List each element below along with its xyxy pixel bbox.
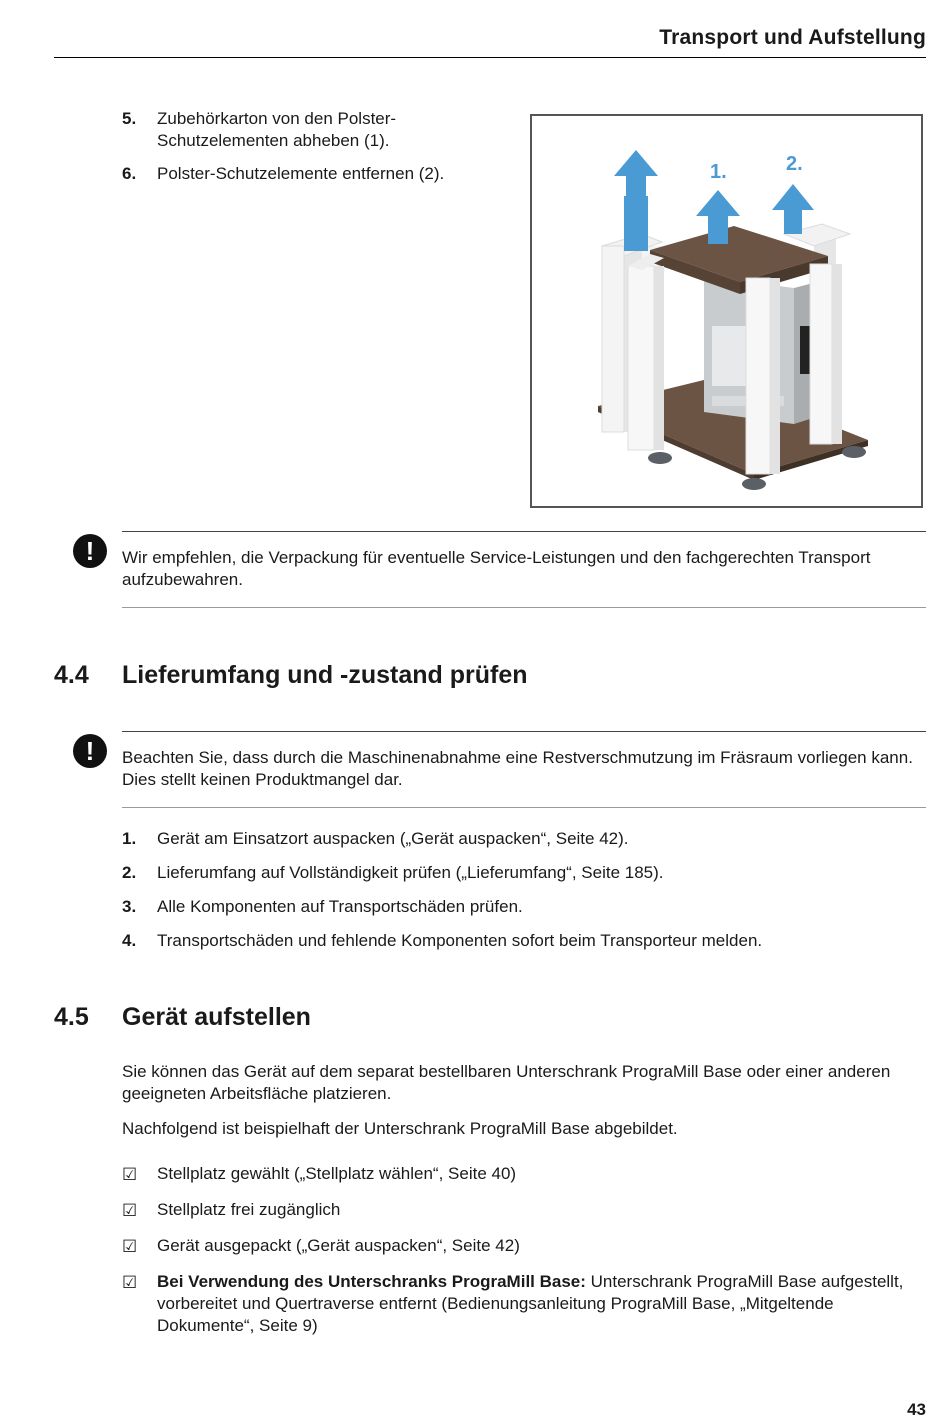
list-item [122,896,922,918]
section-number: 4.5 [54,1003,89,1031]
section-title: Gerät aufstellen [122,1003,311,1031]
exclamation-icon: ! [73,734,107,768]
note-text: Wir empfehlen, die Verpackung für eventuelle Service-Leistungen und den fachgerechten Transport aufzubewahren. [122,548,871,589]
step-number: 1. [122,829,137,848]
check-text: Gerät ausgepackt („Gerät auspacken“, Seite 42) [157,1236,520,1255]
list-item [122,108,502,152]
step-number: 3. [122,897,137,916]
note-text: Beachten Sie, dass durch die Maschinenabnahme eine Restverschmutzung im Fräsraum vorliegen kann. Dies stellt keinen Produktmangel dar. [122,748,913,789]
figure-label-left: 2. [630,169,647,191]
note-rule-top [122,531,926,532]
step-number: 5. [122,109,137,128]
unpacking-figure [530,114,923,508]
header-rule [54,57,926,58]
step-number: 2. [122,863,137,882]
note-rule-bottom [122,807,926,808]
header-title: Transport und Aufstellung [659,26,926,49]
page-number: 43 [907,1400,926,1419]
step-text: Gerät am Einsatzort auspacken („Gerät auspacken“, Seite 42). [157,829,629,848]
step-text: Polster-Schutzelemente entfernen (2). [157,164,445,183]
foot [742,478,766,490]
note-rule-bottom [122,607,926,608]
foam-column [746,278,770,474]
steps-unpack [122,108,502,185]
foot [842,446,866,458]
list-item [122,828,922,850]
figure-label-right: 2. [786,153,803,175]
step-text: Alle Komponenten auf Transportschäden prüfen. [157,897,523,916]
list-item [122,930,922,952]
check-text: Stellplatz frei zugänglich [157,1200,341,1219]
foam-column [810,264,832,444]
note-rule-top [122,731,926,732]
list-item [122,1271,927,1337]
section-number: 4.4 [54,661,89,689]
list-item [122,1163,927,1185]
list-item [122,163,502,185]
checkbox-checked-icon: ☑ [122,1165,138,1184]
steps-inspect [122,828,922,952]
checkbox-checked-icon: ☑ [122,1201,138,1220]
section-title: Lieferumfang und -zustand prüfen [122,661,528,689]
list-item [122,1199,927,1221]
exclamation-icon: ! [73,534,107,568]
paragraph: Sie können das Gerät auf dem separat bestellbaren Unterschrank PrograMill Base oder einer anderen geeigneten Arbeitsfläche platzieren. [122,1062,891,1103]
step-text: Lieferumfang auf Vollständigkeit prüfen („Lieferumfang“, Seite 185). [157,863,664,882]
checkbox-checked-icon: ☑ [122,1237,138,1256]
check-text: Stellplatz gewählt („Stellplatz wählen“, Seite 40) [157,1164,517,1183]
list-item [122,862,922,884]
check-text-bold: Bei Verwendung des Unterschranks PrograMill Base: [157,1272,586,1291]
step-number: 6. [122,164,137,183]
checkbox-checked-icon: ☑ [122,1273,138,1292]
arrow-up-icon [772,184,814,234]
step-number: 4. [122,931,137,950]
foam-column [628,266,654,450]
step-text: Transportschäden und fehlende Komponenten sofort beim Transporteur melden. [157,931,763,950]
list-item [122,1235,927,1257]
step-text: Zubehörkarton von den Polster-Schutzelementen abheben (1). [157,109,397,150]
figure-label-center: 1. [710,161,727,183]
paragraph: Nachfolgend ist beispielhaft der Unterschrank PrograMill Base abgebildet. [122,1119,678,1138]
foot [648,452,672,464]
check-text: Unterschrank PrograMill Base aufgestellt, vorbereitet und Quertraverse entfernt (Bedienungsanleitung PrograMill Base, „Mitgeltende Dokumente“, Seite 9) [157,1272,904,1335]
prerequisite-checklist [122,1163,927,1337]
unpacking-illustration [532,116,921,506]
